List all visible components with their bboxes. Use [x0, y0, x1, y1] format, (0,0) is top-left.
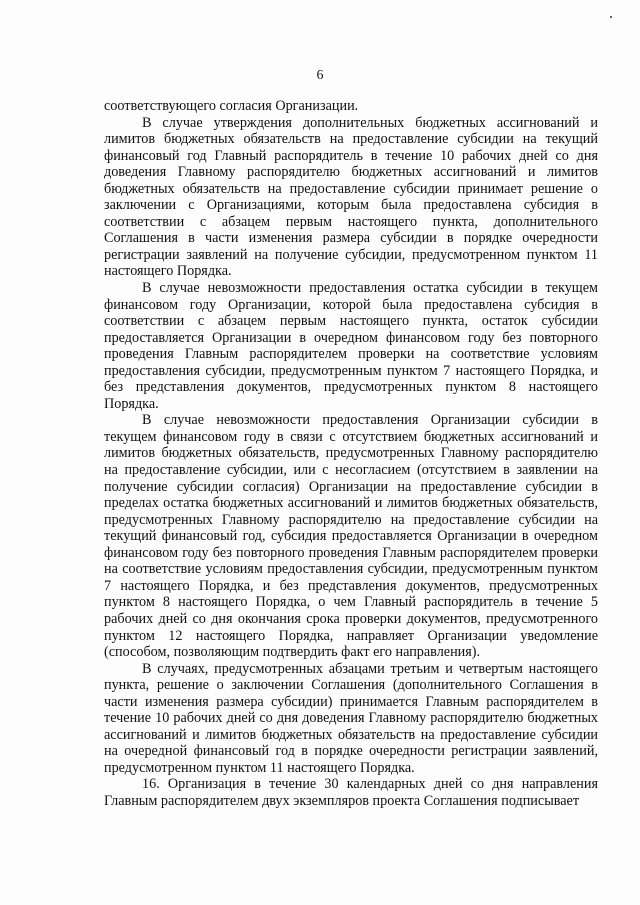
- document-body: [104, 98, 598, 810]
- paragraph-decision-cases: В случаях, предусмотренных абзацами третьим и четвертым настоящего пункта, решение о заключении Соглашения (дополнительного Соглашения в части изменения размера субсидии) принимается Главным распорядителем в течение 10 рабочих дней со дня доведения Главному распорядителю бюджетных ассигнований и лимитов бюджетных обязательств на предоставление субсидии на очередной финансовый год в порядке очередности регистрации заявлений, предусмотренном пунктом 11 настоящего Порядка.: [104, 660, 598, 776]
- paragraph-remaining-subsidy: В случае невозможности предоставления остатка субсидии в текущем финансовом году Организации, которой была предоставлена субсидия в соответствии с абзацем первым настоящего пункта, остаток субсидии предоставляется Организации в очередном финансовом году без повторного проведения Главным распорядителем проверки на соответствие условиям предоставления субсидии, предусмотренным пунктом 7 настоящего Порядка, и без представления документов, предусмотренных пунктом 8 настоящего Порядка.: [104, 280, 598, 412]
- page-number: 6: [316, 68, 324, 83]
- paragraph-continuation: соответствующего согласия Организации.: [104, 98, 359, 114]
- paragraph-impossibility-of-subsidy: В случае невозможности предоставления Организации субсидии в текущем финансовом году в связи с отсутствием бюджетных ассигнований и лимитов бюджетных обязательств, предусмотренных Главному распорядителю на предоставление субсидии, или с несогласием (отсутствием в заявлении на получение субсидии согласия) Организации на предоставление субсидии в пределах остатка бюджетных ассигнований и лимитов бюджетных обязательств, предусмотренных Главному распорядителю на предоставление субсидии на текущий финансовый год, субсидия предоставляется Организации в очередном финансовом году без повторного проведения Главным распорядителем проверки на соответствие условиям предоставления субсидии, предусмотренным пунктом 7 настоящего Порядка, и без представления документов, предусмотренных пунктом 8 настоящего Порядка, о чем Главный распорядитель в течение 5 рабочих дней со дня окончания срока проверки документов, предусмотренного пунктом 12 настоящего Порядка, направляет Организации уведомление (способом, позволяющим подтвердить факт его направления).: [104, 412, 598, 661]
- paragraph-item-16: 16. Организация в течение 30 календарных дней со дня направления Главным распорядителем двух экземпляров проекта Соглашения подписывает: [104, 776, 598, 809]
- paragraph-additional-allocations: В случае утверждения дополнительных бюджетных ассигнований и лимитов бюджетных обязательств на предоставление субсидии на текущий финансовый год Главный распорядитель в течение 10 рабочих дней со дня доведения Главному распорядителю бюджетных ассигнований и лимитов бюджетных обязательств на предоставление субсидии принимает решение о заключении с Организациями, которым была предоставлена субсидия в соответствии с абзацем первым настоящего пункта, дополнительного Соглашения в части изменения размера субсидии в порядке очередности регистрации заявлений на получение субсидии, предусмотренном пунктом 11 настоящего Порядка.: [104, 114, 598, 280]
- scan-speck: [610, 16, 612, 18]
